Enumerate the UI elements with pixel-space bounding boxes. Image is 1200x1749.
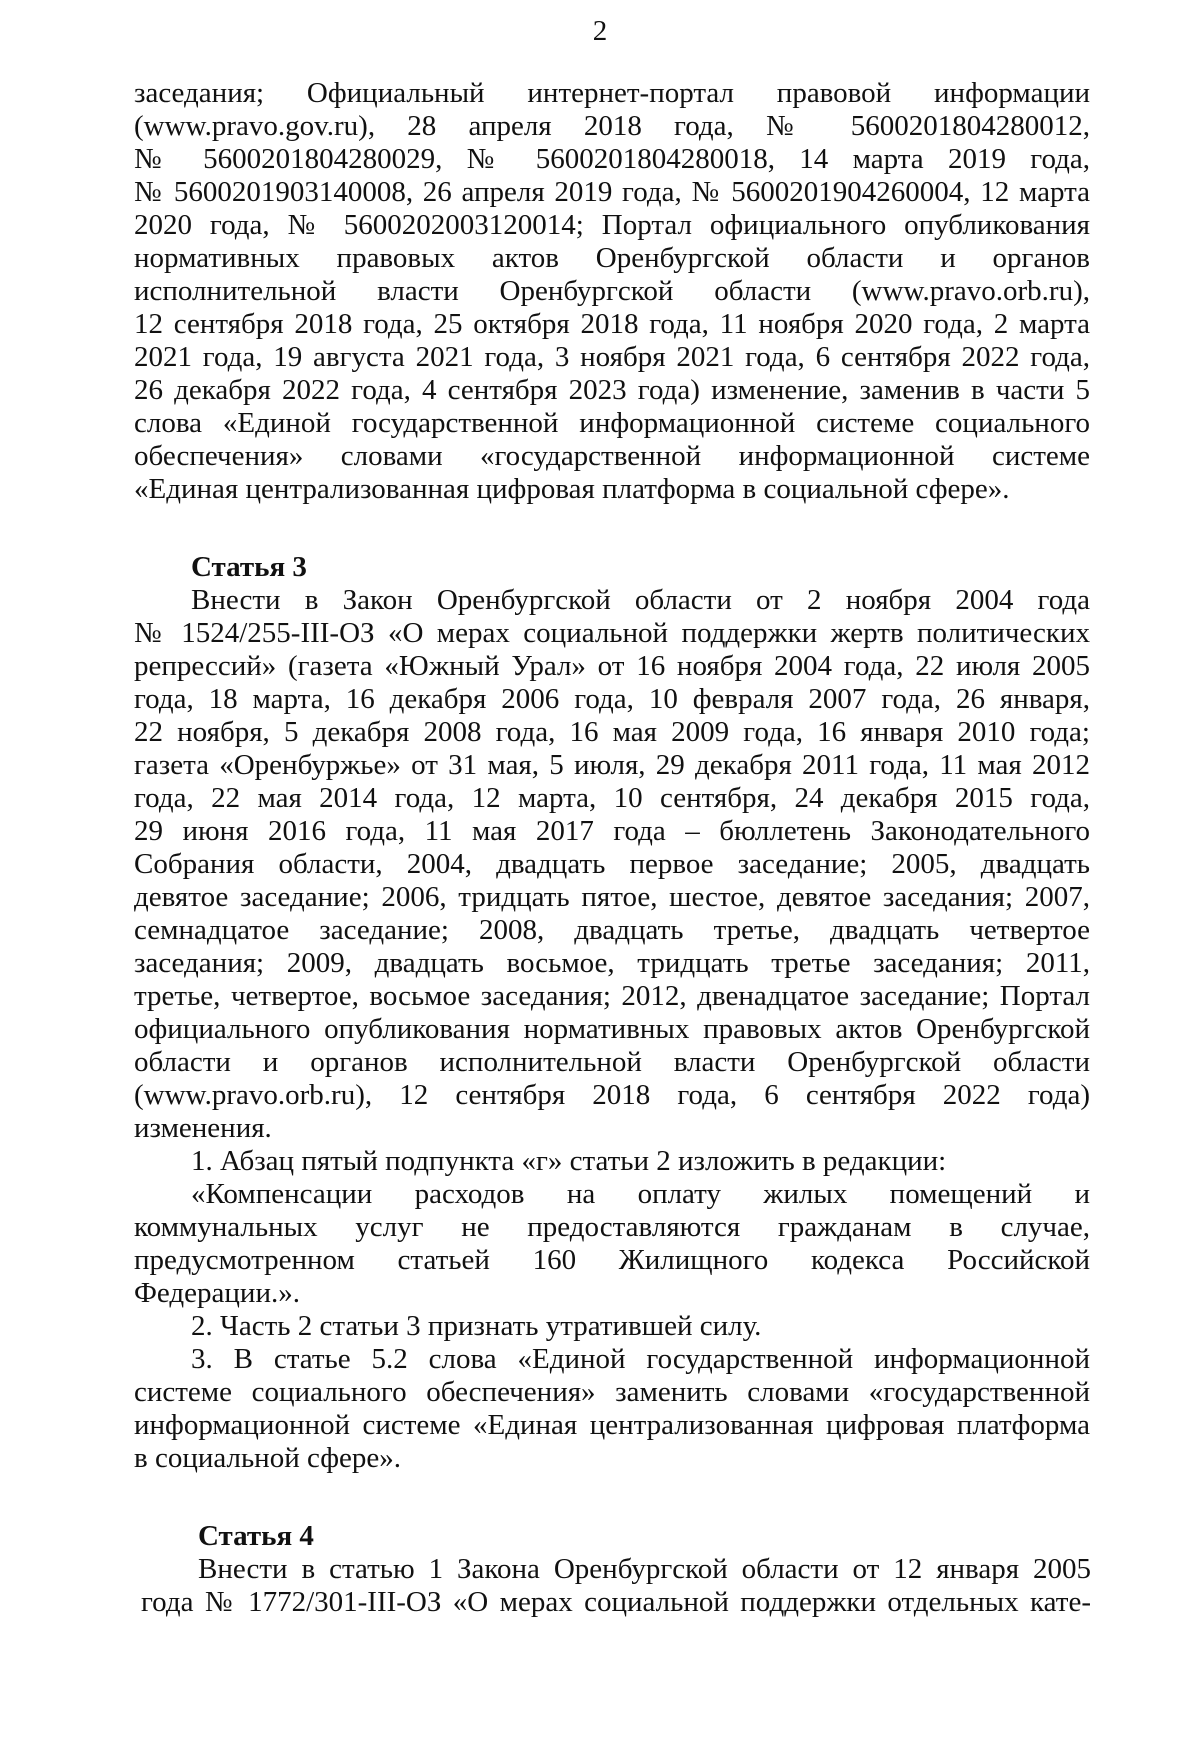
text-line: семнадцатое заседание; 2008, двадцать третье, двадцать четвертое	[134, 914, 1090, 946]
text-line: репрессий» (газета «Южный Урал» от 16 ноября 2004 года, 22 июля 2005	[134, 650, 1090, 682]
page-number: 2	[592, 15, 608, 47]
quote-line: Федерации.».	[134, 1277, 300, 1309]
article-3-heading: Статья 3	[191, 551, 307, 583]
text-line: области и органов исполнительной власти Оренбургской области	[134, 1046, 1090, 1078]
quote-line: «Компенсации расходов на оплату жилых помещений и	[191, 1178, 1090, 1210]
text-line: изменения.	[134, 1112, 272, 1144]
text-line: исполнительной власти Оренбургской области (www.pravo.orb.ru),	[134, 275, 1090, 307]
continuation-paragraph	[134, 77, 1090, 506]
text-line: 2021 года, 19 августа 2021 года, 3 ноября 2021 года, 6 сентября 2022 года,	[134, 341, 1090, 373]
text-line: заседания; Официальный интернет-портал правовой информации	[134, 77, 1090, 109]
text-line: Собрания области, 2004, двадцать первое заседание; 2005, двадцать	[134, 848, 1090, 880]
text-line: заседания; 2009, двадцать восьмое, тридцать третье заседания; 2011,	[134, 947, 1090, 979]
text-line: системе социального обеспечения» заменить словами «государственной	[134, 1376, 1090, 1408]
text-line: года, 22 мая 2014 года, 12 марта, 10 сентября, 24 декабря 2015 года,	[134, 782, 1090, 814]
text-line: третье, четвертое, восьмое заседания; 2012, двенадцатое заседание; Портал	[134, 980, 1090, 1012]
text-line: № 5600201804280029, № 5600201804280018, 14 марта 2019 года,	[134, 143, 1090, 175]
quote-line: коммунальных услуг не предоставляются гражданам в случае,	[134, 1211, 1090, 1243]
text-line: 26 декабря 2022 года, 4 сентября 2023 года) изменение, заменив в части 5	[134, 374, 1090, 406]
text-line: нормативных правовых актов Оренбургской области и органов	[134, 242, 1090, 274]
list-item-2: 2. Часть 2 статьи 3 признать утратившей силу.	[191, 1310, 762, 1342]
text-line: в социальной сфере».	[134, 1442, 401, 1474]
text-line: официального опубликования нормативных правовых актов Оренбургской	[134, 1013, 1090, 1045]
text-line: девятое заседание; 2006, тридцать пятое, шестое, девятое заседания; 2007,	[134, 881, 1090, 913]
article-4-heading: Статья 4	[198, 1520, 314, 1552]
list-item-3: 3. В статье 5.2 слова «Единой государственной информационной	[191, 1343, 1090, 1375]
article-3	[134, 551, 1090, 1475]
text-line: обеспечения» словами «государственной информационной системе	[134, 440, 1090, 472]
text-line: (www.pravo.gov.ru), 28 апреля 2018 года, № 5600201804280012,	[134, 110, 1090, 142]
text-line: Внести в статью 1 Закона Оренбургской области от 12 января 2005	[198, 1553, 1091, 1585]
quote-line: предусмотренном статьей 160 Жилищного кодекса Российской	[134, 1244, 1090, 1276]
text-line: газета «Оренбуржье» от 31 мая, 5 июля, 29 декабря 2011 года, 11 мая 2012	[134, 749, 1090, 781]
text-line: 2020 года, № 5600202003120014; Портал официального опубликования	[134, 209, 1090, 241]
text-line: № 5600201903140008, 26 апреля 2019 года, № 5600201904260004, 12 марта	[134, 176, 1090, 208]
text-line: № 1524/255-III-ОЗ «О мерах социальной поддержки жертв политических	[134, 617, 1090, 649]
text-line: 22 ноября, 5 декабря 2008 года, 16 мая 2009 года, 16 января 2010 года;	[134, 716, 1090, 748]
text-line: Внести в Закон Оренбургской области от 2 ноября 2004 года	[191, 584, 1090, 616]
article-4	[141, 1520, 1091, 1619]
text-line: года № 1772/301-III-ОЗ «О мерах социальной поддержки отдельных кате-	[141, 1586, 1091, 1618]
text-line: «Единая централизованная цифровая платформа в социальной сфере».	[134, 473, 1010, 505]
text-line: 12 сентября 2018 года, 25 октября 2018 года, 11 ноября 2020 года, 2 марта	[134, 308, 1090, 340]
text-line: года, 18 марта, 16 декабря 2006 года, 10 февраля 2007 года, 26 января,	[134, 683, 1090, 715]
text-line: 29 июня 2016 года, 11 мая 2017 года – бюллетень Законодательного	[134, 815, 1090, 847]
list-item-1: 1. Абзац пятый подпункта «г» статьи 2 изложить в редакции:	[191, 1145, 947, 1177]
text-line: слова «Единой государственной информационной системе социального	[134, 407, 1090, 439]
text-line: (www.pravo.orb.ru), 12 сентября 2018 года, 6 сентября 2022 года)	[134, 1079, 1090, 1111]
text-line: информационной системе «Единая централизованная цифровая платформа	[134, 1409, 1090, 1441]
